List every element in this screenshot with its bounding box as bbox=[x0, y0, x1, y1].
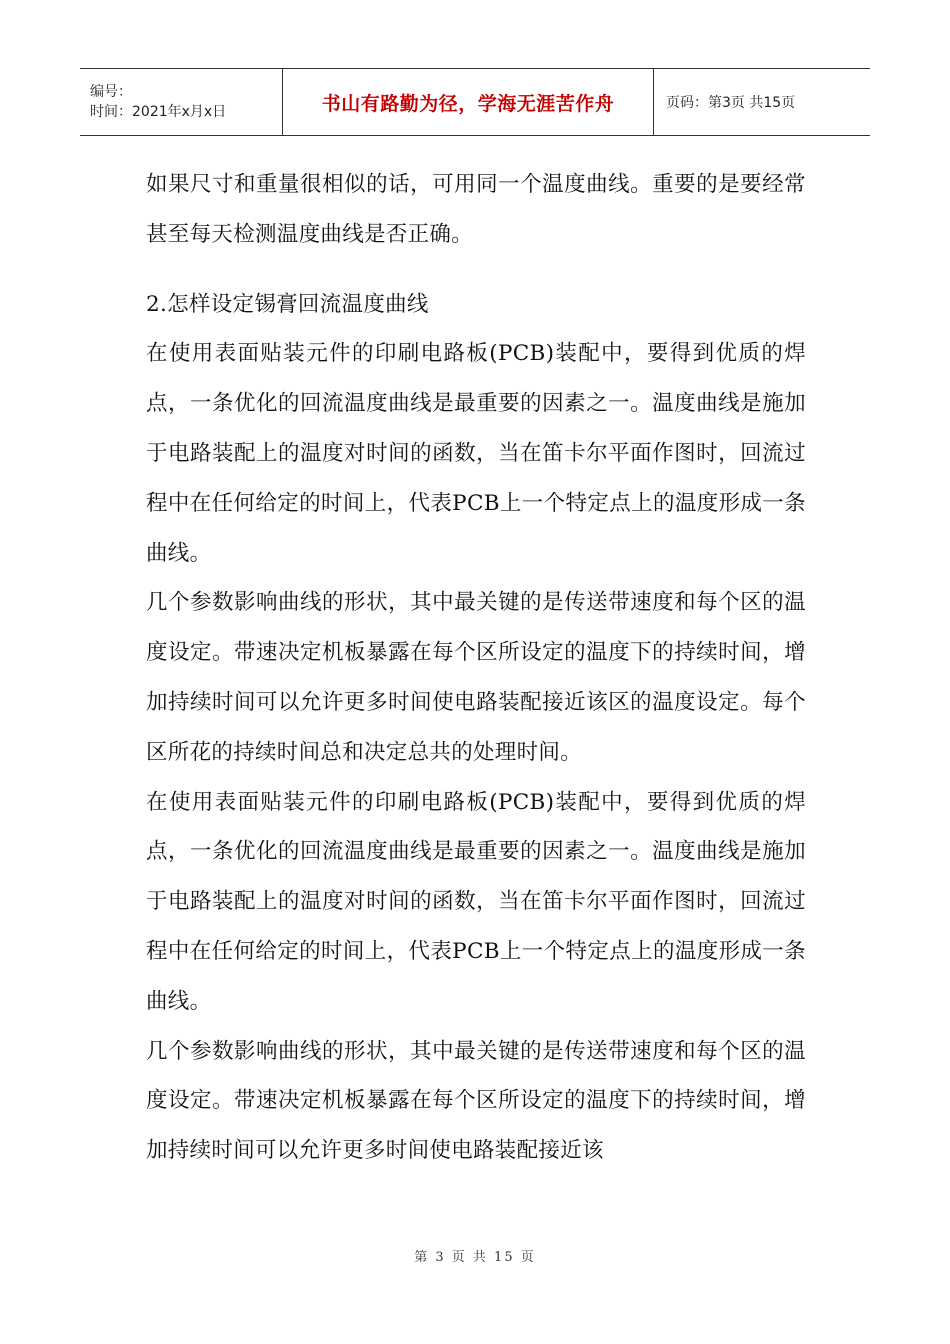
header-date: 时间：2021年x月x日 bbox=[90, 104, 227, 120]
header-motto-text: 书山有路勤为径，学海无涯苦作舟 bbox=[321, 92, 615, 115]
header-page-number: 页码：第3页 共15页 bbox=[666, 95, 796, 111]
header-motto bbox=[282, 69, 654, 135]
document-body bbox=[146, 160, 806, 1176]
paragraph: 几个参数影响曲线的形状，其中最关键的是传送带速度和每个区的温度设定。带速决定机板暴露在每个区所设定的温度下的持续时间，增加持续时间可以允许更多时间使电路装配接近该区的温度设定。每个区所花的持续时间总和决定总共的处理时间。 bbox=[146, 590, 806, 765]
header-meta bbox=[80, 69, 282, 135]
paragraph: 在使用表面贴装元件的印刷电路板(PCB)装配中，要得到优质的焊点，一条优化的回流温度曲线是最重要的因素之一。温度曲线是施加于电路装配上的温度对时间的函数，当在笛卡尔平面作图时，回流过程中在任何给定的时间上，代表PCB上一个特定点上的温度形成一条曲线。 bbox=[146, 341, 806, 566]
document-header bbox=[80, 68, 870, 136]
paragraph: 在使用表面贴装元件的印刷电路板(PCB)装配中，要得到优质的焊点，一条优化的回流温度曲线是最重要的因素之一。温度曲线是施加于电路装配上的温度对时间的函数，当在笛卡尔平面作图时，回流过程中在任何给定的时间上，代表PCB上一个特定点上的温度形成一条曲线。 bbox=[146, 789, 806, 1014]
section-heading: 2.怎样设定锡膏回流温度曲线 bbox=[146, 291, 429, 317]
footer-page-number: 第 3 页 共 15 页 bbox=[414, 1250, 536, 1265]
header-page-info bbox=[654, 69, 870, 135]
paragraph: 几个参数影响曲线的形状，其中最关键的是传送带速度和每个区的温度设定。带速决定机板暴露在每个区所设定的温度下的持续时间，增加持续时间可以允许更多时间使电路装配接近该 bbox=[146, 1038, 806, 1164]
paragraph-intro: 如果尺寸和重量很相似的话，可用同一个温度曲线。重要的是要经常甚至每天检测温度曲线是否正确。 bbox=[146, 172, 806, 247]
header-serial-number: 编号： bbox=[90, 84, 132, 100]
page-footer bbox=[0, 1246, 950, 1265]
